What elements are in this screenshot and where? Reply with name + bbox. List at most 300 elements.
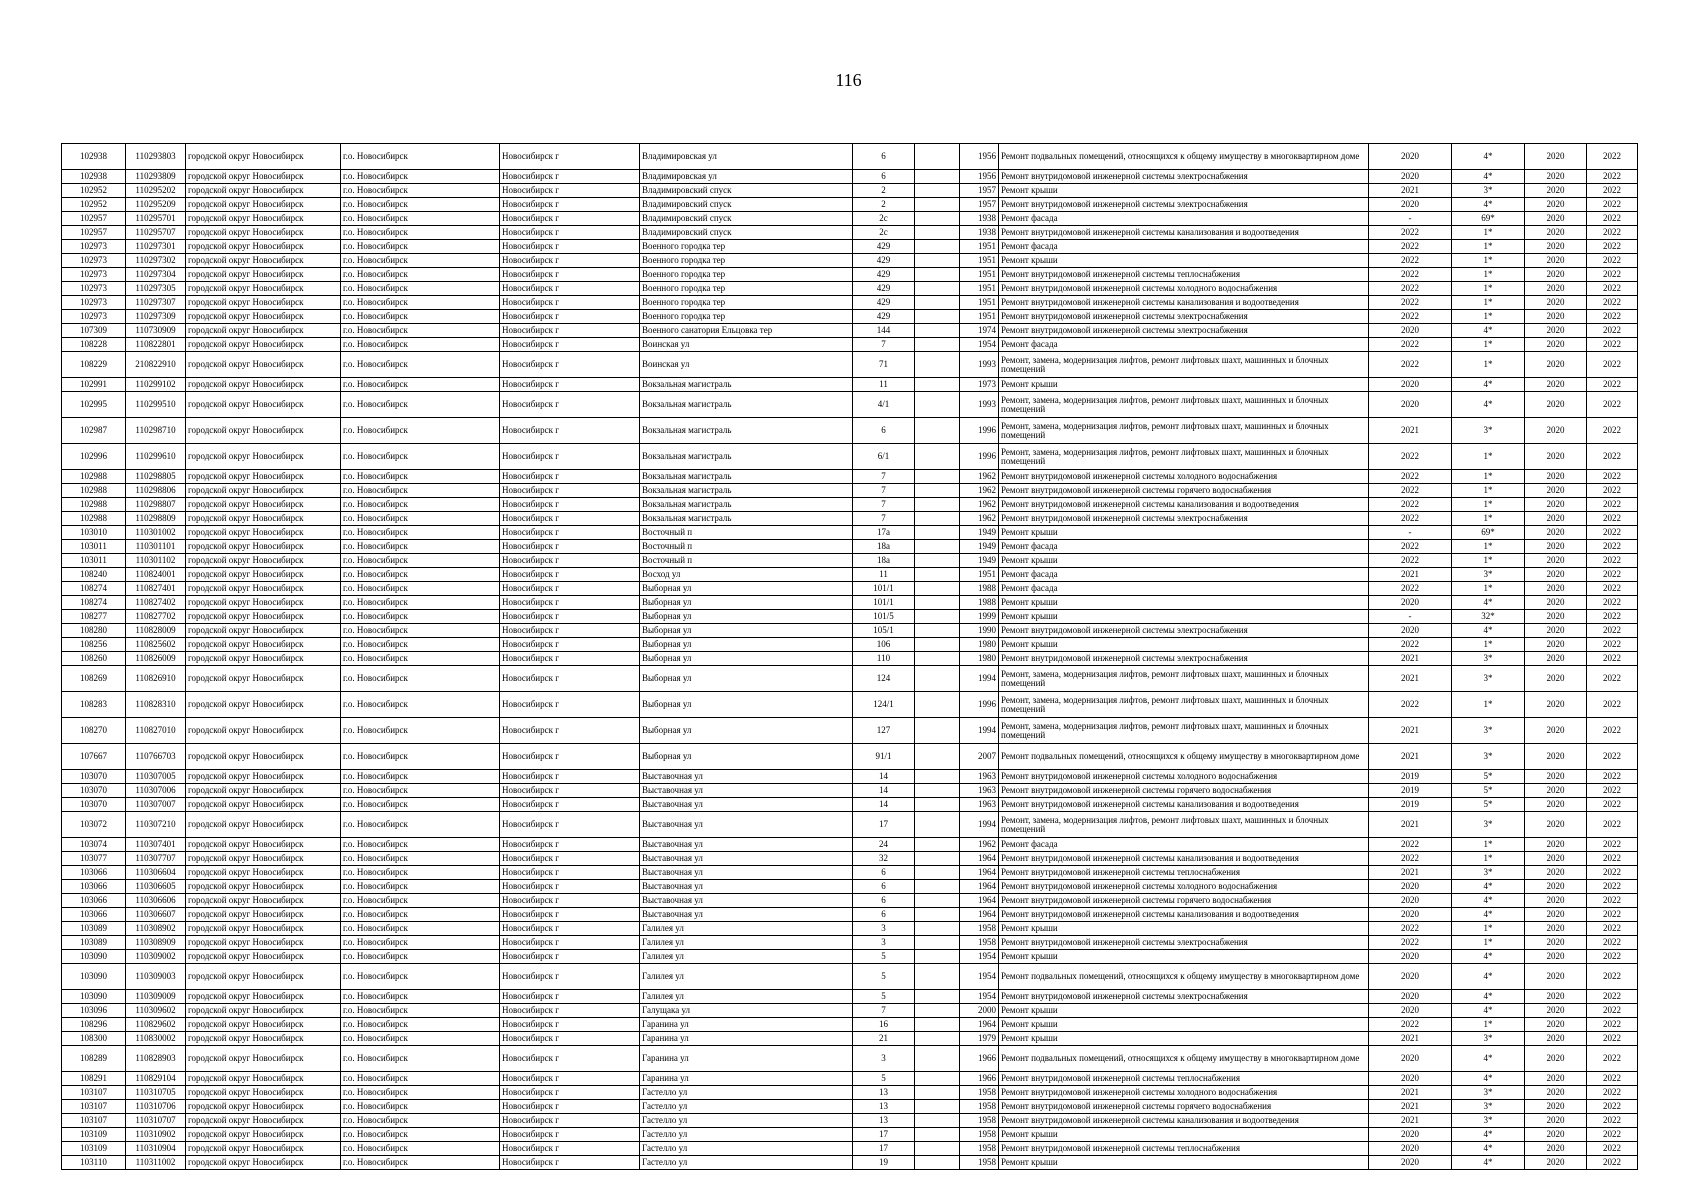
start-year-cell: 2020 — [1525, 744, 1587, 770]
house-number-cell: 14 — [853, 770, 915, 784]
building-cell — [915, 950, 960, 964]
plan-year-cell: 2021 — [1369, 652, 1452, 666]
priority-cell: 4* — [1452, 170, 1525, 184]
program-id-cell: 110822801 — [126, 338, 186, 352]
program-id-cell: 110309009 — [126, 990, 186, 1004]
end-year-cell: 2022 — [1587, 1032, 1638, 1046]
street-cell: Гастелло ул — [640, 1086, 853, 1100]
house-number-cell: 7 — [853, 498, 915, 512]
end-year-cell: 2022 — [1587, 610, 1638, 624]
house-id-cell: 103107 — [62, 1114, 126, 1128]
start-year-cell: 2020 — [1525, 498, 1587, 512]
plan-year-cell: 2021 — [1369, 1086, 1452, 1100]
work-type-cell: Ремонт фасада — [999, 338, 1369, 352]
year-built-cell: 1957 — [960, 198, 999, 212]
start-year-cell: 2020 — [1525, 254, 1587, 268]
start-year-cell: 2020 — [1525, 226, 1587, 240]
building-cell — [915, 1004, 960, 1018]
street-cell: Выставочная ул — [640, 866, 853, 880]
start-year-cell: 2020 — [1525, 484, 1587, 498]
house-number-cell: 5 — [853, 1072, 915, 1086]
work-type-cell: Ремонт внутридомовой инженерной системы теплоснабжения — [999, 268, 1369, 282]
table-row — [62, 652, 1638, 666]
city-cell: Новосибирск г — [500, 852, 640, 866]
table-row — [62, 144, 1638, 170]
street-cell: Гаранина ул — [640, 1072, 853, 1086]
building-cell — [915, 540, 960, 554]
year-built-cell: 1980 — [960, 638, 999, 652]
house-number-cell: 5 — [853, 964, 915, 990]
municipality-cell: городской округ Новосибирск — [186, 1100, 341, 1114]
year-built-cell: 1962 — [960, 512, 999, 526]
city-cell: Новосибирск г — [500, 184, 640, 198]
year-built-cell: 1958 — [960, 1100, 999, 1114]
district-cell: г.о. Новосибирск — [341, 1072, 500, 1086]
city-cell: Новосибирск г — [500, 226, 640, 240]
street-cell: Выборная ул — [640, 692, 853, 718]
start-year-cell: 2020 — [1525, 540, 1587, 554]
house-id-cell: 102973 — [62, 240, 126, 254]
program-id-cell: 110298805 — [126, 470, 186, 484]
work-type-cell: Ремонт внутридомовой инженерной системы теплоснабжения — [999, 1072, 1369, 1086]
building-cell — [915, 526, 960, 540]
work-type-cell: Ремонт внутридомовой инженерной системы канализования и водоотведения — [999, 296, 1369, 310]
city-cell: Новосибирск г — [500, 596, 640, 610]
priority-cell: 69* — [1452, 212, 1525, 226]
table-row — [62, 296, 1638, 310]
building-cell — [915, 596, 960, 610]
start-year-cell: 2020 — [1525, 718, 1587, 744]
house-id-cell: 108283 — [62, 692, 126, 718]
work-type-cell: Ремонт, замена, модернизация лифтов, ремонт лифтовых шахт, машинных и блочных помещений — [999, 352, 1369, 378]
street-cell: Выборная ул — [640, 718, 853, 744]
plan-year-cell: 2021 — [1369, 184, 1452, 198]
house-id-cell: 108274 — [62, 596, 126, 610]
house-number-cell: 101/5 — [853, 610, 915, 624]
program-id-cell: 110298809 — [126, 512, 186, 526]
priority-cell: 5* — [1452, 770, 1525, 784]
building-cell — [915, 568, 960, 582]
house-number-cell: 101/1 — [853, 582, 915, 596]
house-number-cell: 3 — [853, 922, 915, 936]
house-id-cell: 102996 — [62, 444, 126, 470]
city-cell: Новосибирск г — [500, 1128, 640, 1142]
priority-cell: 1* — [1452, 852, 1525, 866]
house-id-cell: 102957 — [62, 212, 126, 226]
start-year-cell: 2020 — [1525, 894, 1587, 908]
priority-cell: 1* — [1452, 936, 1525, 950]
table-row — [62, 964, 1638, 990]
table-body — [62, 144, 1638, 1170]
district-cell: г.о. Новосибирск — [341, 418, 500, 444]
start-year-cell: 2020 — [1525, 170, 1587, 184]
year-built-cell: 1957 — [960, 184, 999, 198]
street-cell: Вокзальная магистраль — [640, 444, 853, 470]
plan-year-cell: 2021 — [1369, 718, 1452, 744]
program-id-cell: 110306604 — [126, 866, 186, 880]
city-cell: Новосибирск г — [500, 718, 640, 744]
end-year-cell: 2022 — [1587, 296, 1638, 310]
city-cell: Новосибирск г — [500, 568, 640, 582]
start-year-cell: 2020 — [1525, 554, 1587, 568]
priority-cell: 3* — [1452, 418, 1525, 444]
end-year-cell: 2022 — [1587, 184, 1638, 198]
house-number-cell: 5 — [853, 990, 915, 1004]
street-cell: Воинская ул — [640, 352, 853, 378]
table-row — [62, 770, 1638, 784]
table-row — [62, 638, 1638, 652]
start-year-cell: 2020 — [1525, 512, 1587, 526]
plan-year-cell: 2019 — [1369, 798, 1452, 812]
plan-year-cell: 2022 — [1369, 470, 1452, 484]
program-id-cell: 110828903 — [126, 1046, 186, 1072]
house-number-cell: 6 — [853, 908, 915, 922]
work-type-cell: Ремонт крыши — [999, 950, 1369, 964]
year-built-cell: 2000 — [960, 1004, 999, 1018]
district-cell: г.о. Новосибирск — [341, 1046, 500, 1072]
start-year-cell: 2020 — [1525, 444, 1587, 470]
start-year-cell: 2020 — [1525, 582, 1587, 596]
house-number-cell: 32 — [853, 852, 915, 866]
municipality-cell: городской округ Новосибирск — [186, 282, 341, 296]
municipality-cell: городской округ Новосибирск — [186, 226, 341, 240]
municipality-cell: городской округ Новосибирск — [186, 268, 341, 282]
city-cell: Новосибирск г — [500, 392, 640, 418]
city-cell: Новосибирск г — [500, 666, 640, 692]
house-id-cell: 102938 — [62, 170, 126, 184]
street-cell: Восточный п — [640, 554, 853, 568]
plan-year-cell: 2019 — [1369, 770, 1452, 784]
city-cell: Новосибирск г — [500, 866, 640, 880]
year-built-cell: 1954 — [960, 950, 999, 964]
table-row — [62, 540, 1638, 554]
municipality-cell: городской округ Новосибирск — [186, 1032, 341, 1046]
city-cell: Новосибирск г — [500, 1072, 640, 1086]
work-type-cell: Ремонт внутридомовой инженерной системы электроснабжения — [999, 990, 1369, 1004]
priority-cell: 4* — [1452, 1142, 1525, 1156]
end-year-cell: 2022 — [1587, 908, 1638, 922]
plan-year-cell: 2021 — [1369, 744, 1452, 770]
house-number-cell: 24 — [853, 838, 915, 852]
year-built-cell: 1964 — [960, 1018, 999, 1032]
start-year-cell: 2020 — [1525, 1128, 1587, 1142]
program-id-cell: 110293809 — [126, 170, 186, 184]
priority-cell: 1* — [1452, 444, 1525, 470]
street-cell: Гастелло ул — [640, 1142, 853, 1156]
municipality-cell: городской округ Новосибирск — [186, 610, 341, 624]
municipality-cell: городской округ Новосибирск — [186, 1004, 341, 1018]
end-year-cell: 2022 — [1587, 964, 1638, 990]
street-cell: Выборная ул — [640, 596, 853, 610]
priority-cell: 1* — [1452, 484, 1525, 498]
street-cell: Владимировский спуск — [640, 226, 853, 240]
start-year-cell: 2020 — [1525, 282, 1587, 296]
building-cell — [915, 240, 960, 254]
building-cell — [915, 1046, 960, 1072]
end-year-cell: 2022 — [1587, 1114, 1638, 1128]
table-row — [62, 1018, 1638, 1032]
priority-cell: 1* — [1452, 838, 1525, 852]
table-row — [62, 1086, 1638, 1100]
house-id-cell: 102973 — [62, 268, 126, 282]
street-cell: Владимировский спуск — [640, 184, 853, 198]
year-built-cell: 1990 — [960, 624, 999, 638]
district-cell: г.о. Новосибирск — [341, 964, 500, 990]
house-id-cell: 103090 — [62, 950, 126, 964]
house-number-cell: 2 — [853, 198, 915, 212]
table-row — [62, 866, 1638, 880]
table-row — [62, 1142, 1638, 1156]
house-number-cell: 18а — [853, 554, 915, 568]
priority-cell: 1* — [1452, 268, 1525, 282]
end-year-cell: 2022 — [1587, 666, 1638, 692]
end-year-cell: 2022 — [1587, 282, 1638, 296]
building-cell — [915, 310, 960, 324]
end-year-cell: 2022 — [1587, 838, 1638, 852]
priority-cell: 4* — [1452, 908, 1525, 922]
municipality-cell: городской округ Новосибирск — [186, 170, 341, 184]
plan-year-cell: 2021 — [1369, 1100, 1452, 1114]
street-cell: Гастелло ул — [640, 1100, 853, 1114]
table-row — [62, 310, 1638, 324]
table-row — [62, 324, 1638, 338]
municipality-cell: городской округ Новосибирск — [186, 240, 341, 254]
end-year-cell: 2022 — [1587, 226, 1638, 240]
table-row — [62, 470, 1638, 484]
program-id-cell: 110830002 — [126, 1032, 186, 1046]
end-year-cell: 2022 — [1587, 1100, 1638, 1114]
priority-cell: 3* — [1452, 568, 1525, 582]
house-id-cell: 108280 — [62, 624, 126, 638]
year-built-cell: 2007 — [960, 744, 999, 770]
building-cell — [915, 226, 960, 240]
plan-year-cell: 2020 — [1369, 170, 1452, 184]
end-year-cell: 2022 — [1587, 144, 1638, 170]
table-row — [62, 352, 1638, 378]
priority-cell: 4* — [1452, 964, 1525, 990]
house-number-cell: 144 — [853, 324, 915, 338]
start-year-cell: 2020 — [1525, 1046, 1587, 1072]
city-cell: Новосибирск г — [500, 352, 640, 378]
year-built-cell: 1951 — [960, 254, 999, 268]
city-cell: Новосибирск г — [500, 838, 640, 852]
city-cell: Новосибирск г — [500, 526, 640, 540]
city-cell: Новосибирск г — [500, 1032, 640, 1046]
end-year-cell: 2022 — [1587, 638, 1638, 652]
municipality-cell: городской округ Новосибирск — [186, 310, 341, 324]
district-cell: г.о. Новосибирск — [341, 798, 500, 812]
table-row — [62, 784, 1638, 798]
year-built-cell: 1988 — [960, 582, 999, 596]
priority-cell: 4* — [1452, 1004, 1525, 1018]
building-cell — [915, 638, 960, 652]
priority-cell: 4* — [1452, 596, 1525, 610]
end-year-cell: 2022 — [1587, 596, 1638, 610]
house-id-cell: 103011 — [62, 554, 126, 568]
year-built-cell: 1993 — [960, 392, 999, 418]
end-year-cell: 2022 — [1587, 498, 1638, 512]
end-year-cell: 2022 — [1587, 310, 1638, 324]
work-type-cell: Ремонт крыши — [999, 378, 1369, 392]
end-year-cell: 2022 — [1587, 692, 1638, 718]
plan-year-cell: 2021 — [1369, 1032, 1452, 1046]
house-number-cell: 110 — [853, 652, 915, 666]
city-cell: Новосибирск г — [500, 880, 640, 894]
building-cell — [915, 512, 960, 526]
building-cell — [915, 744, 960, 770]
start-year-cell: 2020 — [1525, 1072, 1587, 1086]
program-id-cell: 110301002 — [126, 526, 186, 540]
year-built-cell: 1954 — [960, 338, 999, 352]
street-cell: Выборная ул — [640, 624, 853, 638]
year-built-cell: 1958 — [960, 1128, 999, 1142]
city-cell: Новосибирск г — [500, 444, 640, 470]
work-type-cell: Ремонт, замена, модернизация лифтов, ремонт лифтовых шахт, машинных и блочных помещений — [999, 692, 1369, 718]
table-row — [62, 1004, 1638, 1018]
priority-cell: 3* — [1452, 1114, 1525, 1128]
end-year-cell: 2022 — [1587, 866, 1638, 880]
end-year-cell: 2022 — [1587, 784, 1638, 798]
municipality-cell: городской округ Новосибирск — [186, 144, 341, 170]
district-cell: г.о. Новосибирск — [341, 894, 500, 908]
program-id-cell: 110306605 — [126, 880, 186, 894]
end-year-cell: 2022 — [1587, 880, 1638, 894]
plan-year-cell: 2022 — [1369, 352, 1452, 378]
house-number-cell: 17 — [853, 812, 915, 838]
start-year-cell: 2020 — [1525, 936, 1587, 950]
house-id-cell: 108256 — [62, 638, 126, 652]
street-cell: Вокзальная магистраль — [640, 378, 853, 392]
building-cell — [915, 610, 960, 624]
district-cell: г.о. Новосибирск — [341, 908, 500, 922]
end-year-cell: 2022 — [1587, 922, 1638, 936]
city-cell: Новосибирск г — [500, 418, 640, 444]
year-built-cell: 1964 — [960, 866, 999, 880]
building-cell — [915, 470, 960, 484]
street-cell: Восход ул — [640, 568, 853, 582]
work-type-cell: Ремонт внутридомовой инженерной системы электроснабжения — [999, 624, 1369, 638]
plan-year-cell: 2020 — [1369, 964, 1452, 990]
street-cell: Владимировская ул — [640, 170, 853, 184]
municipality-cell: городской округ Новосибирск — [186, 744, 341, 770]
work-type-cell: Ремонт внутридомовой инженерной системы холодного водоснабжения — [999, 282, 1369, 296]
municipality-cell: городской округ Новосибирск — [186, 1142, 341, 1156]
program-id-cell: 110299510 — [126, 392, 186, 418]
work-type-cell: Ремонт внутридомовой инженерной системы канализования и водоотведения — [999, 226, 1369, 240]
building-cell — [915, 718, 960, 744]
plan-year-cell: 2022 — [1369, 554, 1452, 568]
start-year-cell: 2020 — [1525, 568, 1587, 582]
end-year-cell: 2022 — [1587, 338, 1638, 352]
district-cell: г.о. Новосибирск — [341, 784, 500, 798]
table-row — [62, 1072, 1638, 1086]
plan-year-cell: 2020 — [1369, 144, 1452, 170]
city-cell: Новосибирск г — [500, 1086, 640, 1100]
work-type-cell: Ремонт внутридомовой инженерной системы канализования и водоотведения — [999, 798, 1369, 812]
work-type-cell: Ремонт, замена, модернизация лифтов, ремонт лифтовых шахт, машинных и блочных помещений — [999, 392, 1369, 418]
program-id-cell: 110309003 — [126, 964, 186, 990]
district-cell: г.о. Новосибирск — [341, 610, 500, 624]
plan-year-cell: 2020 — [1369, 1046, 1452, 1072]
house-id-cell: 102991 — [62, 378, 126, 392]
house-id-cell: 102938 — [62, 144, 126, 170]
district-cell: г.о. Новосибирск — [341, 144, 500, 170]
priority-cell: 1* — [1452, 352, 1525, 378]
priority-cell: 4* — [1452, 950, 1525, 964]
priority-cell: 4* — [1452, 324, 1525, 338]
house-id-cell: 102995 — [62, 392, 126, 418]
end-year-cell: 2022 — [1587, 240, 1638, 254]
priority-cell: 1* — [1452, 310, 1525, 324]
work-type-cell: Ремонт крыши — [999, 596, 1369, 610]
end-year-cell: 2022 — [1587, 718, 1638, 744]
street-cell: Выборная ул — [640, 638, 853, 652]
work-type-cell: Ремонт внутридомовой инженерной системы горячего водоснабжения — [999, 784, 1369, 798]
work-type-cell: Ремонт внутридомовой инженерной системы горячего водоснабжения — [999, 894, 1369, 908]
start-year-cell: 2020 — [1525, 338, 1587, 352]
table-row — [62, 922, 1638, 936]
street-cell: Галилея ул — [640, 936, 853, 950]
year-built-cell: 1993 — [960, 352, 999, 378]
house-number-cell: 7 — [853, 338, 915, 352]
work-type-cell: Ремонт внутридомовой инженерной системы холодного водоснабжения — [999, 880, 1369, 894]
year-built-cell: 1954 — [960, 990, 999, 1004]
priority-cell: 1* — [1452, 226, 1525, 240]
plan-year-cell: 2020 — [1369, 894, 1452, 908]
plan-year-cell: 2022 — [1369, 444, 1452, 470]
city-cell: Новосибирск г — [500, 784, 640, 798]
municipality-cell: городской округ Новосибирск — [186, 198, 341, 212]
building-cell — [915, 866, 960, 880]
municipality-cell: городской округ Новосибирск — [186, 568, 341, 582]
priority-cell: 4* — [1452, 880, 1525, 894]
city-cell: Новосибирск г — [500, 512, 640, 526]
plan-year-cell: 2020 — [1369, 1072, 1452, 1086]
street-cell: Владимировский спуск — [640, 198, 853, 212]
program-id-cell: 110826910 — [126, 666, 186, 692]
house-number-cell: 6 — [853, 144, 915, 170]
start-year-cell: 2020 — [1525, 418, 1587, 444]
building-cell — [915, 880, 960, 894]
work-type-cell: Ремонт внутридомовой инженерной системы канализования и водоотведения — [999, 852, 1369, 866]
work-type-cell: Ремонт крыши — [999, 1128, 1369, 1142]
house-number-cell: 6 — [853, 418, 915, 444]
district-cell: г.о. Новосибирск — [341, 392, 500, 418]
building-cell — [915, 144, 960, 170]
city-cell: Новосибирск г — [500, 470, 640, 484]
start-year-cell: 2020 — [1525, 268, 1587, 282]
municipality-cell: городской округ Новосибирск — [186, 784, 341, 798]
district-cell: г.о. Новосибирск — [341, 950, 500, 964]
city-cell: Новосибирск г — [500, 212, 640, 226]
building-cell — [915, 498, 960, 512]
building-cell — [915, 964, 960, 990]
house-number-cell: 13 — [853, 1114, 915, 1128]
street-cell: Военного городка тер — [640, 268, 853, 282]
city-cell: Новосибирск г — [500, 908, 640, 922]
municipality-cell: городской округ Новосибирск — [186, 770, 341, 784]
program-id-cell: 110828310 — [126, 692, 186, 718]
priority-cell: 1* — [1452, 1018, 1525, 1032]
district-cell: г.о. Новосибирск — [341, 352, 500, 378]
house-id-cell: 103089 — [62, 922, 126, 936]
program-id-cell: 110293803 — [126, 144, 186, 170]
year-built-cell: 1964 — [960, 908, 999, 922]
building-cell — [915, 338, 960, 352]
year-built-cell: 1962 — [960, 470, 999, 484]
work-type-cell: Ремонт, замена, модернизация лифтов, ремонт лифтовых шахт, машинных и блочных помещений — [999, 666, 1369, 692]
priority-cell: 1* — [1452, 512, 1525, 526]
